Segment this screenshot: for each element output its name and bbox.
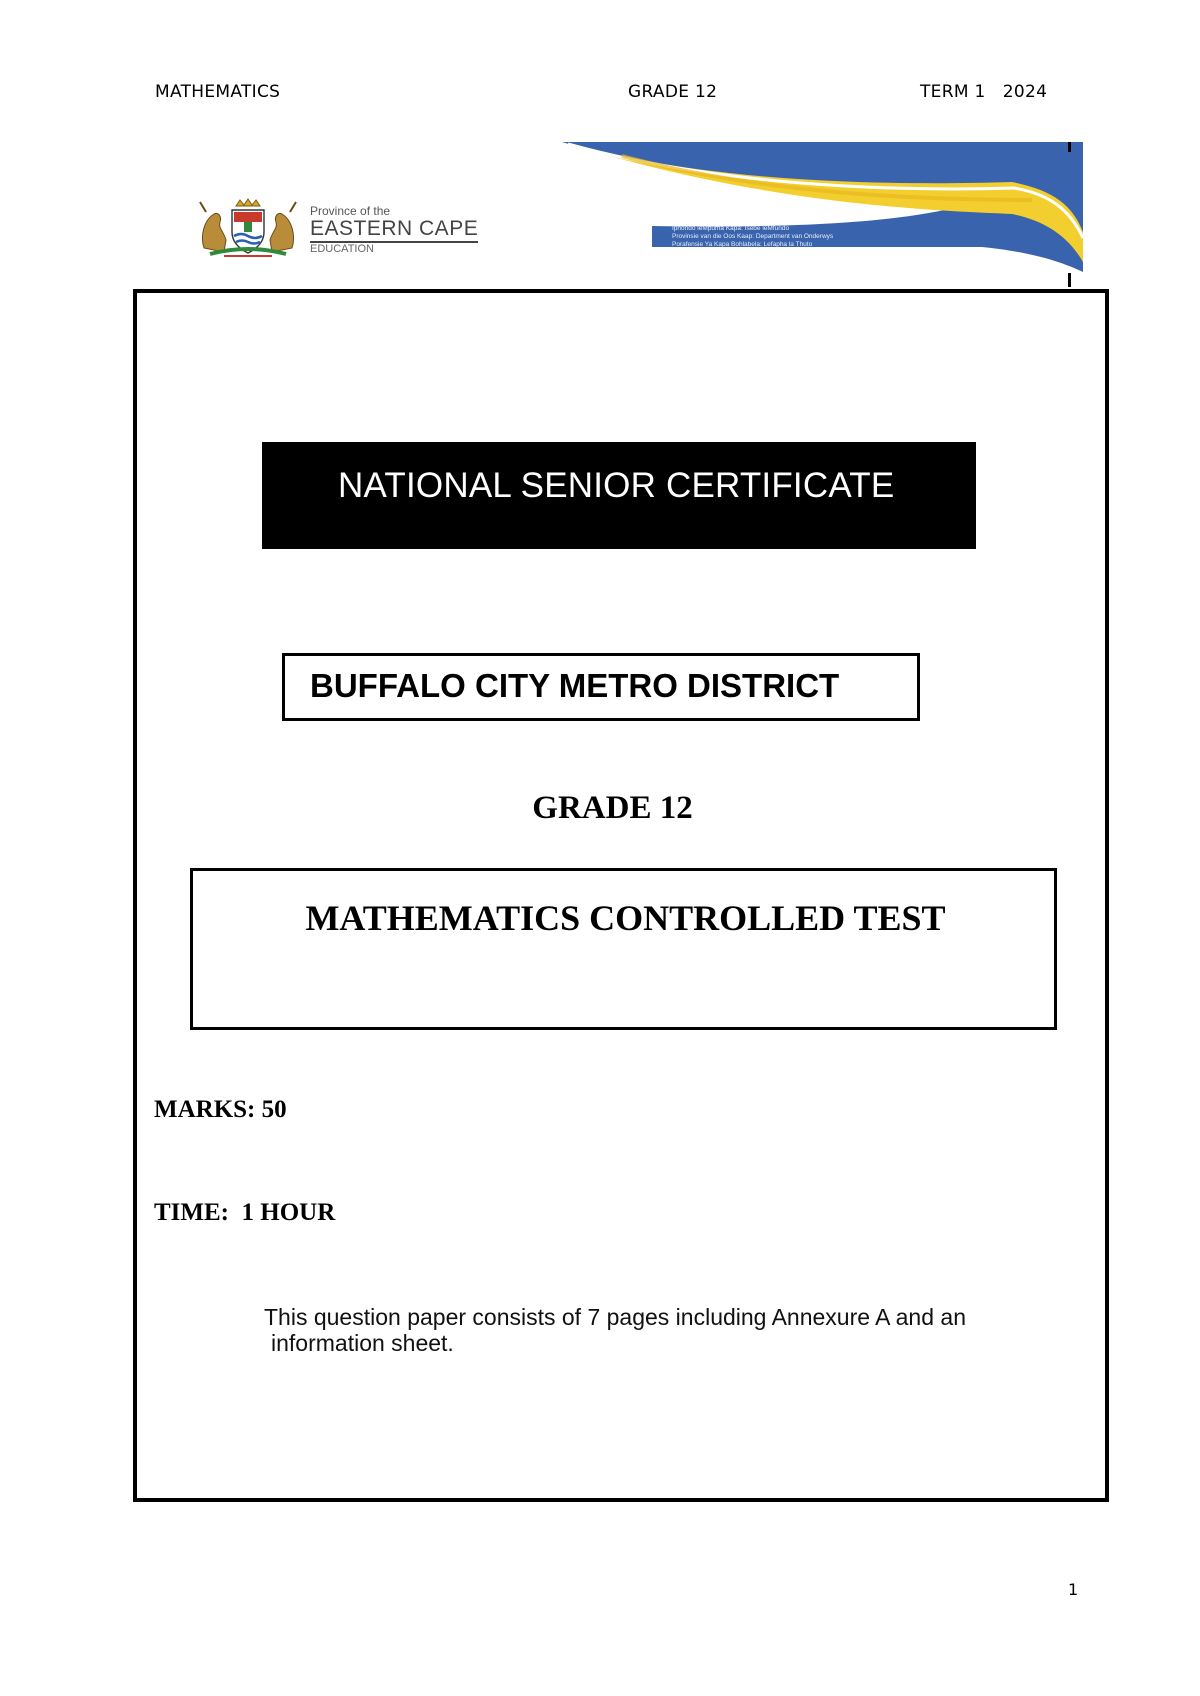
department-banner — [562, 142, 1083, 274]
test-title: MATHEMATICS CONTROLLED TEST — [305, 898, 946, 938]
page-number: 1 — [1068, 1580, 1079, 1599]
time-label: TIME: 1 HOUR — [154, 1199, 336, 1226]
margin-mark — [1068, 273, 1071, 287]
banner-line-sotho: Porafensie Ya Kapa Bohlabela: Lefapha la Thuto — [672, 241, 813, 248]
logo-province-text: Province of the — [310, 204, 391, 218]
coat-of-arms-icon — [196, 198, 300, 258]
header-term: TERM 1 2024 — [920, 82, 1048, 102]
note-line: This question paper consists of 7 pages including Annexure A and an — [264, 1304, 966, 1330]
header-subject: MATHEMATICS — [155, 82, 281, 102]
district-title: BUFFALO CITY METRO DISTRICT — [310, 667, 840, 704]
logo-education-text: EDUCATION — [310, 243, 374, 255]
header-grade: GRADE 12 — [628, 82, 718, 102]
banner-line-xhosa: Iphondo leMpuma Kapa: Isebe leMfundo — [672, 225, 790, 232]
grade-title: GRADE 12 — [532, 790, 693, 826]
banner-swoosh-graphic — [562, 142, 1083, 274]
banner-line-afrikaans: Provinsie van die Oos Kaap: Department van Onderwys — [672, 233, 834, 240]
banner-department-names — [672, 225, 922, 249]
marks-label: MARKS: 50 — [154, 1096, 287, 1123]
logo-eastern-cape-text: EASTERN CAPE — [310, 218, 478, 243]
certificate-title: NATIONAL SENIOR CERTIFICATE — [338, 466, 895, 505]
test-title-box — [190, 868, 1057, 1030]
margin-mark — [1068, 142, 1071, 152]
certificate-banner — [262, 442, 976, 549]
eastern-cape-logo — [196, 198, 526, 258]
page-count-note — [264, 1304, 1024, 1356]
district-box — [282, 653, 920, 721]
note-line: information sheet. — [271, 1330, 454, 1356]
